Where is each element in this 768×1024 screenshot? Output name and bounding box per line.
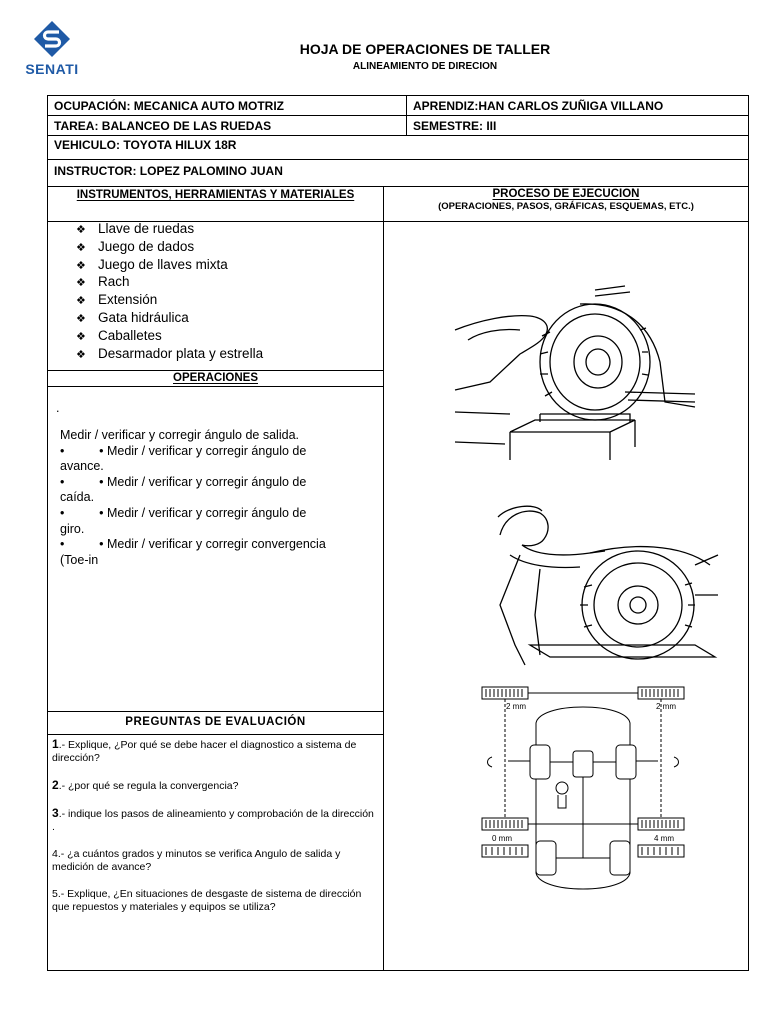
list-item [76,239,263,257]
document-subtitle: ALINEAMIENTO DE DIRECION [352,61,498,72]
question-number: 4 [52,848,58,860]
question-text: .- Explique, ¿Por qué se debe hacer el diagnostico a sistema de dirección? [52,739,357,764]
list-item [76,221,263,239]
list-item [76,274,263,292]
operation-line: • • Medir / verificar y corregir ángulo de [60,474,307,489]
material-label: Desarmador plata y estrella [98,345,264,361]
question-item [52,738,374,765]
wheel-inspection-illustration [480,495,720,670]
diagram-label-top-left: 2 mm [506,702,526,711]
instructor-cell: INSTRUCTOR: LOPEZ PALOMINO JUAN [47,159,749,187]
operaciones-header [47,370,384,387]
alignment-diagram [478,683,690,893]
question-number: 2 [52,778,59,792]
diamond-bullet-icon: ❖ [76,224,86,236]
operaciones-title: OPERACIONES [173,372,258,384]
list-item [76,328,263,346]
diamond-bullet-icon: ❖ [76,312,86,325]
materials-list [76,221,263,363]
diamond-bullet-icon: ❖ [76,330,86,343]
senati-logo [14,20,90,80]
list-item [76,257,263,275]
operations-text [56,401,378,568]
diagram-label-top-right: 2 mm [656,702,676,711]
question-item [52,888,374,914]
material-label: Juego de dados [98,238,195,254]
operation-line: avance. [60,459,104,474]
list-item [76,292,263,310]
question-text: .- indique los pasos de alineamiento y comprobación de la dirección . [52,808,374,833]
diamond-bullet-icon: ❖ [76,241,86,254]
material-label: Llave de ruedas [98,221,195,236]
instrumentos-title: INSTRUMENTOS, HERRAMIENTAS Y MATERIALES [76,189,355,201]
questions-list [52,738,374,928]
list-item [76,346,263,364]
preguntas-title: PREGUNTAS DE EVALUACIÓN [125,716,306,728]
operation-line: giro. [60,521,85,536]
instrumentos-header [47,186,384,222]
material-label: Gata hidráulica [98,309,189,325]
diamond-bullet-icon: ❖ [76,259,86,272]
diamond-bullet-icon: ❖ [76,348,86,361]
question-text: .- Explique, ¿En situaciones de desgaste de sistema de dirección que repuestos y materiales y equipos se utiliza? [52,888,362,913]
vehiculo-cell: VEHICULO: TOYOTA HILUX 18R [47,135,749,160]
tarea-cell: TAREA: BALANCEO DE LAS RUEDAS [47,115,407,136]
question-number: 3 [52,806,59,820]
document-title: HOJA DE OPERACIONES DE TALLER [299,41,551,57]
semestre-cell: SEMESTRE: III [406,115,749,136]
senati-logo-icon [33,20,71,58]
operation-line: caída. [60,490,95,505]
operation-line: (Toe-in [60,552,99,567]
proceso-title: PROCESO DE EJECUCION [492,188,640,200]
question-text: .- ¿por qué se regula la convergencia? [58,780,239,792]
material-label: Extensión [98,292,158,308]
ocupacion-cell: OCUPACIÓN: MECANICA AUTO MOTRIZ [47,95,407,116]
diagram-label-bottom-right: 4 mm [654,834,674,843]
question-number: 1 [52,737,59,751]
question-number: 5 [52,888,58,900]
stray-dot: . [56,401,60,415]
diamond-bullet-icon: ❖ [76,295,86,308]
material-label: Rach [98,274,130,290]
proceso-subtitle: (OPERACIONES, PASOS, GRÁFICAS, ESQUEMAS, ETC.) [438,201,694,212]
question-item [52,807,374,834]
list-item [76,310,263,328]
operation-line: • • Medir / verificar y corregir convergencia [60,537,326,552]
operation-line: • • Medir / verificar y corregir ángulo de [60,505,307,520]
wheel-balancing-illustration [450,282,700,462]
material-label: Caballetes [98,327,162,343]
diagram-label-bottom-left: 0 mm [492,834,512,843]
preguntas-header [47,711,384,735]
logo-text: SENATI [25,61,79,77]
material-label: Juego de llaves mixta [98,256,228,272]
operation-line: Medir / verificar y corregir ángulo de salida. [60,428,299,442]
question-text: .- ¿a cuántos grados y minutos se verifica Angulo de salida y medición de avance? [52,848,341,873]
diamond-bullet-icon: ❖ [76,277,86,290]
question-item [52,848,374,874]
proceso-header [383,186,749,222]
aprendiz-cell: APRENDIZ:HAN CARLOS ZUÑIGA VILLANO [406,95,749,116]
question-item [52,779,374,793]
operation-line: • • Medir / verificar y corregir ángulo de [60,443,307,458]
